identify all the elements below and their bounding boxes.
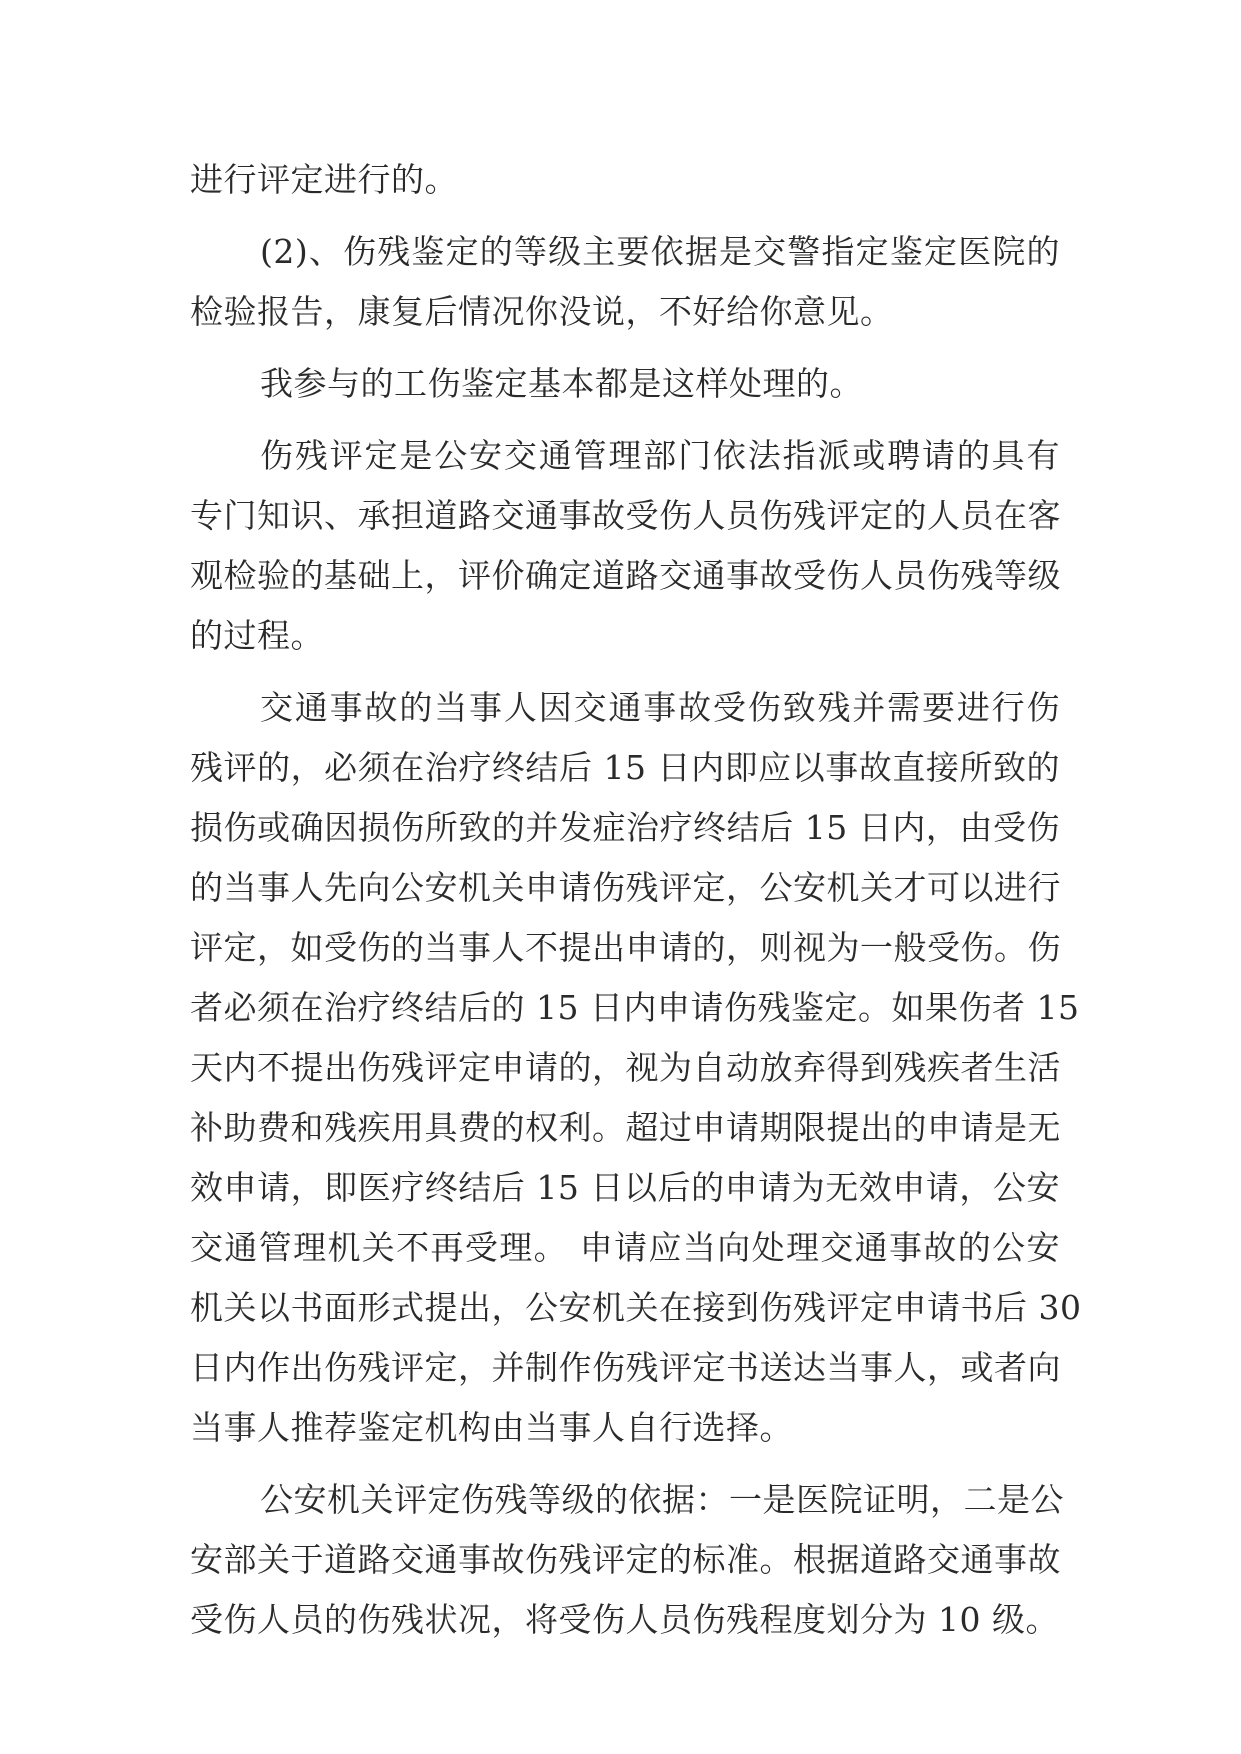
paragraph <box>190 222 1060 342</box>
text-line: 专门知识、承担道路交通事故受伤人员伤残评定的人员在客 <box>190 496 1061 535</box>
paragraph <box>190 1470 1064 1650</box>
text-line: 交通管理机关不再受理。 申请应当向处理交通事故的公安 <box>190 1228 1060 1267</box>
text-line: 交通事故的当事人因交通事故受伤致残并需要进行伤 <box>260 688 1060 727</box>
text-line: 的当事人先向公安机关申请伤残评定，公安机关才可以进行 <box>190 868 1061 907</box>
text-line: 机关以书面形式提出，公安机关在接到伤残评定申请书后 30 <box>190 1288 1082 1327</box>
text-line: (2)、伤残鉴定的等级主要依据是交警指定鉴定医院的 <box>260 232 1060 271</box>
text-line: 观检验的基础上，评价确定道路交通事故受伤人员伤残等级 <box>190 556 1061 595</box>
text-line: 伤残评定是公安交通管理部门依法指派或聘请的具有 <box>260 436 1060 475</box>
paragraph <box>190 354 1060 414</box>
text-line: 天内不提出伤残评定申请的，视为自动放弃得到残疾者生活 <box>190 1048 1061 1087</box>
text-line: 损伤或确因损伤所致的并发症治疗终结后 15 日内，由受伤 <box>190 808 1060 847</box>
text-line: 者必须在治疗终结后的 15 日内申请伤残鉴定。如果伤者 15 <box>190 988 1080 1027</box>
text-line: 进行评定进行的。 <box>190 160 458 199</box>
text-line: 评定，如受伤的当事人不提出申请的，则视为一般受伤。伤 <box>190 928 1061 967</box>
paragraph <box>190 678 1082 1458</box>
text-line: 补助费和残疾用具费的权利。超过申请期限提出的申请是无 <box>190 1108 1061 1147</box>
text-line: 日内作出伤残评定，并制作伤残评定书送达当事人，或者向 <box>190 1348 1061 1387</box>
text-line: 我参与的工伤鉴定基本都是这样处理的。 <box>260 364 863 403</box>
text-line: 检验报告，康复后情况你没说，不好给你意见。 <box>190 292 894 331</box>
text-line: 安部关于道路交通事故伤残评定的标准。根据道路交通事故 <box>190 1540 1061 1579</box>
paragraph <box>190 426 1060 666</box>
text-line: 效申请，即医疗终结后 15 日以后的申请为无效申请，公安 <box>190 1168 1060 1207</box>
text-line: 公安机关评定伤残等级的依据：一是医院证明，二是公 <box>260 1480 1064 1519</box>
document-body <box>190 150 1082 1650</box>
text-line: 受伤人员的伤残状况，将受伤人员伤残程度划分为 10 级。 <box>190 1600 1059 1639</box>
text-line: 残评的，必须在治疗终结后 15 日内即应以事故直接所致的 <box>190 748 1060 787</box>
text-line: 的过程。 <box>190 616 324 655</box>
paragraph <box>190 150 1060 210</box>
text-line: 当事人推荐鉴定机构由当事人自行选择。 <box>190 1408 793 1447</box>
